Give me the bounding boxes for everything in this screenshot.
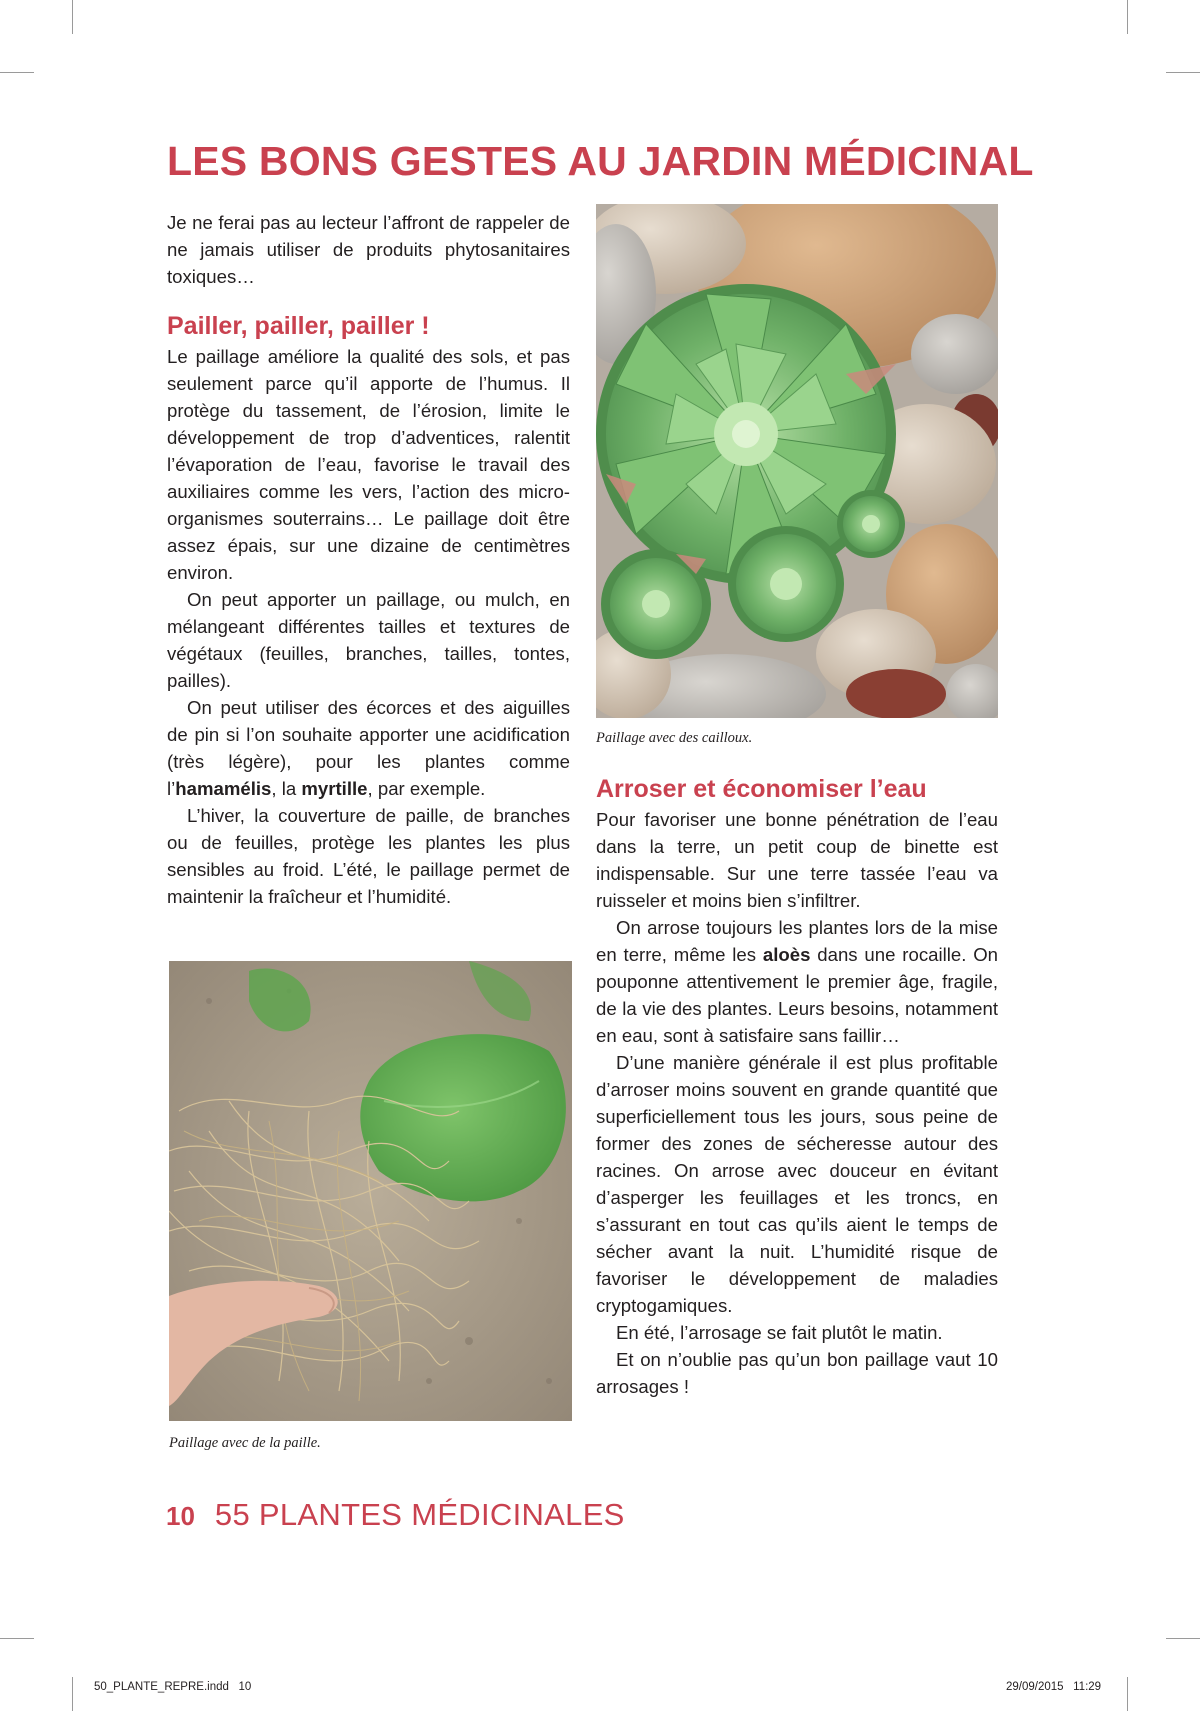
crop-mark-right-bottom [1166, 1638, 1200, 1639]
paragraph: En été, l’arrosage se fait plutôt le matin. [616, 1322, 943, 1343]
page-number: 10 [166, 1501, 195, 1531]
page-title: LES BONS GESTES AU JARDIN MÉDICINAL [167, 138, 1034, 184]
text-run: , par exemple. [367, 778, 486, 799]
right-column [596, 772, 998, 1400]
slug-date: 29/09/2015 11:29 [1006, 1681, 1102, 1693]
crop-mark-top-right [1127, 0, 1128, 34]
slug-file: 50_PLANTE_REPRE.indd 10 [94, 1681, 252, 1693]
paragraph: Et on n’oublie pas qu’un bon paillage vaut 10 arrosages ! [596, 1349, 998, 1397]
straw-mulch-caption: Paillage avec de la paille. [169, 1435, 321, 1451]
straw-mulch-image [169, 961, 572, 1421]
crop-mark-bottom-right [1127, 1677, 1128, 1711]
section-heading-pailler: Pailler, pailler, pailler ! [167, 312, 430, 340]
plant-name-bold: aloès [762, 944, 811, 965]
paragraph: Le paillage améliore la qualité des sols, et pas seulement parce qu’il apporte de l’humus. Il protège du tassement, de l’érosion, limite le développement de trop d’adventices, ralentit l’évaporation de l’eau, favorise le travail des auxiliaires comme les vers, l’action des micro-organismes souterrains… Le paillage doit être assez épais, sur une dizaine de centimètres environ. [167, 346, 570, 583]
crop-mark-left-bottom [0, 1638, 34, 1639]
crop-mark-left-top [0, 72, 34, 73]
paragraph [167, 694, 570, 802]
pebble-mulch-image [596, 204, 998, 718]
paragraph: L’hiver, la couverture de paille, de branches ou de feuilles, protège les plantes les plus sensibles au froid. L’été, le paillage permet de maintenir la fraîcheur et l’humidité. [167, 805, 570, 907]
plant-name-bold: hamamélis [175, 778, 272, 799]
pebble-mulch-caption: Paillage avec des cailloux. [596, 730, 753, 746]
text-run: dans une rocaille. On pouponne attentivement le premier âge, fragile, de la vie des plantes. Leurs besoins, notamment en eau, sont à satisfaire sans faillir… [596, 944, 998, 1046]
text-run: On arrose toujours les plantes lors de la mise en terre, même les [596, 917, 998, 965]
crop-mark-right-top [1166, 72, 1200, 73]
book-title: 55 PLANTES MÉDICINALES [214, 1497, 625, 1532]
crop-mark-top-left [72, 0, 73, 34]
paragraph: Pour favoriser une bonne pénétration de l’eau dans la terre, un petit coup de binette est indispensable. Sur une terre tassée l’eau va ruisseler et moins bien s’infiltrer. [596, 809, 998, 911]
plant-name-bold: myrtille [301, 778, 368, 799]
paragraph [596, 914, 998, 1049]
text-run: , la [271, 778, 302, 799]
pebble-mulch-photo [596, 204, 998, 718]
page-folio [166, 1495, 625, 1536]
left-column [167, 209, 570, 910]
crop-mark-bottom-left [72, 1677, 73, 1711]
paragraph: D’une manière générale il est plus profitable d’arroser moins souvent en grande quantité que superficiellement tous les jours, sous peine de former des zones de sécheresse autour des racines. On arrose avec douceur en évitant d’asperger les feuillages et les troncs, en s’assurant en tout cas qu’ils aient le temps de sécher avant la nuit. L’humidité risque de favoriser le développement de maladies cryptogamiques. [596, 1052, 998, 1316]
intro-paragraph: Je ne ferai pas au lecteur l’affront de rappeler de ne jamais utiliser de produits phytosanitaires toxiques… [167, 212, 570, 287]
paragraph: On peut apporter un paillage, ou mulch, en mélangeant différentes tailles et textures de végétaux (feuilles, branches, tailles, tontes, pailles). [167, 589, 570, 691]
section-heading-arroser: Arroser et économiser l’eau [596, 775, 927, 803]
straw-mulch-photo [169, 961, 572, 1421]
text-run: On peut utiliser des écorces et des aiguilles de pin si l’on souhaite apporter une acidification (très légère), pour les plantes comme l’ [167, 697, 570, 799]
